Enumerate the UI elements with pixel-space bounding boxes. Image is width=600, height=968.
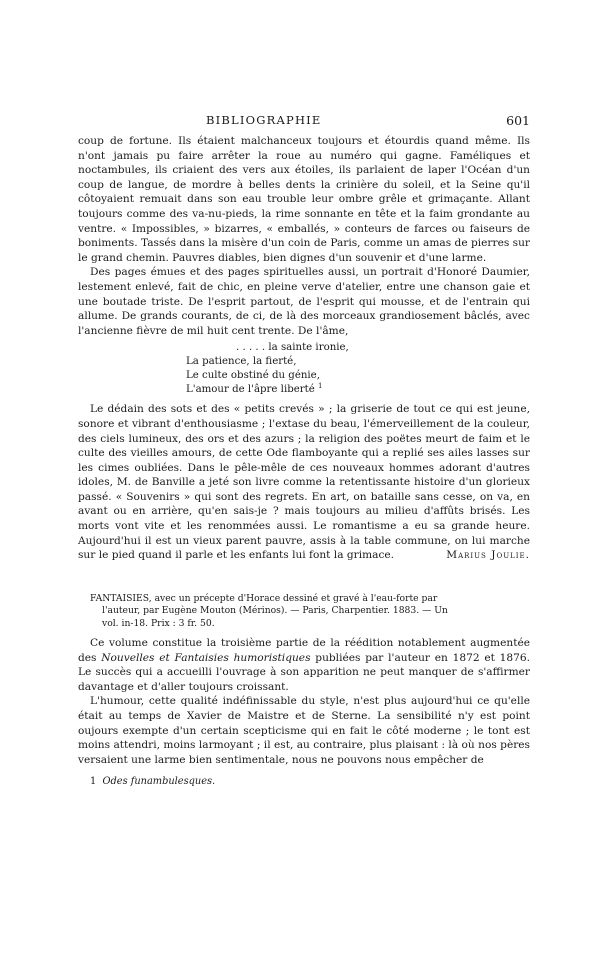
page	[78, 0, 530, 968]
author-signature: Marius Joulie.	[446, 549, 530, 562]
review2-paragraph-1	[78, 636, 530, 694]
verse-line-4: L'amour de l'âpre liberté	[186, 384, 315, 396]
bibliographic-entry	[78, 593, 530, 630]
footnote	[90, 776, 215, 787]
verse-line-1: . . . . . la sainte ironie,	[236, 342, 349, 354]
verse-line-3: Le culte obstiné du génie,	[186, 370, 320, 382]
footnote-mark: 1	[318, 382, 323, 391]
review2-p1-start: Ce volume constitue la troisième partie de la réédition notablement augmentée des	[78, 637, 530, 664]
running-header	[78, 113, 530, 129]
verse-line-2: La patience, la fierté,	[186, 356, 297, 368]
review1-paragraph-2: Des pages émues et des pages spirituelles aussi, un portrait d'Honoré Daumier, lestement enlevé, fait de chic, en pleine verve d'atelier, entre une chanson gaie et une boutade triste. De l'esprit partout, de l'esprit qui mousse, et de l'entrain qui allume. De grands courants, de ci, de là des morceaux grandiosement bâclés, avec l'ancienne fièvre de mil huit cent trente. De l'âme,	[78, 266, 530, 337]
review2-p1-title: Nouvelles et Fantaisies humoristiques	[101, 651, 311, 664]
biblio-line-1: FANTAISIES, avec un précepte d'Horace dessiné et gravé à l'eau-forte par	[90, 592, 438, 604]
page-number: 601	[506, 113, 530, 128]
biblio-line-3: vol. in-18. Prix : 3 fr. 50.	[102, 617, 215, 629]
verse-quote	[186, 341, 530, 397]
review1-paragraph-3: Le dédain des sots et des « petits crevés » ; la griserie de tout ce qui est jeune, sonore et vibrant d'enthousiasme ; l'extase du beau, l'émerveillement de la couleur, des ciels lumineux, des ors et des azurs ; la religion des poëtes meurt de faim et le culte des vieilles amours, de cette Ode flamboyante qui a replié ses ailes lasses sur les cimes oubliées. Dans le pêle-mêle de ces nouveaux hommes adorant d'autres idoles, M. de Banville a jeté son livre comme la retentissante histoire d'un glorieux passé. « Souvenirs » qui sont des regrets. En art, on bataille sans cesse, on va, en avant ou en arrière, qu'en sais-je ? mais toujours au milieu d'affûts brisés. Les morts vont vite et les renommées aussi. Le romantisme a eu sa grande heure. Aujourd'hui il est un vieux parent pauvre, assis à la table commune, on lui marche sur le pied quand il parle et les enfants lui font la grimace.	[78, 403, 530, 562]
footnote-number: 1	[90, 776, 97, 787]
text-body	[78, 134, 530, 767]
review2-paragraph-2: L'humour, cette qualité indéfinissable du style, n'est plus aujourd'hui ce qu'elle était au temps de Xavier de Maistre et de Sterne. La sensibilité n'y est point oujours exempte d'un certain scepticisme qui en fait le côté moderne ; le tont est moins attendri, moins larmoyant ; il est, au contraire, plus plaisant : là où nos pères versaient une larme bien sentimentale, nous ne pouvons nous empêcher de	[78, 695, 530, 766]
biblio-line-2: l'auteur, par Eugène Mouton (Mérinos). — Paris, Charpentier. 1883. — Un	[102, 605, 448, 617]
review1-paragraph-3-wrap	[78, 402, 530, 563]
verse-line-4-wrap	[186, 383, 530, 397]
running-title: BIBLIOGRAPHIE	[206, 113, 322, 127]
review1-paragraph-1: coup de fortune. Ils étaient malchanceux toujours et étourdis quand même. Ils n'ont jamais pu faire arrêter la roue au numéro qui gagne. Faméliques et noctambules, ils criaient des vers aux étoiles, ils parlaient de laper l'Océan d'un coup de langue, de mordre à belles dents la crinière du soleil, et la Seine qu'il côtoyaient remuait dans son eau trouble leur ombre grêle et grimaçante. Allant toujours comme des va-nu-pieds, la rime sonnante en tête et la faim grondante au ventre. « Impossibles, » bizarres, « emballés, » conteurs de farces ou faiseurs de boniments. Tassés dans la misère d'un coin de Paris, comme un amas de pierres sur le grand chemin. Pauvres diables, bien dignes d'un souvenir et d'une larme.	[78, 135, 530, 264]
footnote-text: Odes funambulesques.	[102, 776, 216, 787]
review2-p1-end: publiées par l'auteur en 1872 et 1876. Le succès qui a accueilli l'ouvrage à son apparition ne peut manquer de s'affirmer davantage et d'aller toujours croissant.	[78, 651, 530, 693]
